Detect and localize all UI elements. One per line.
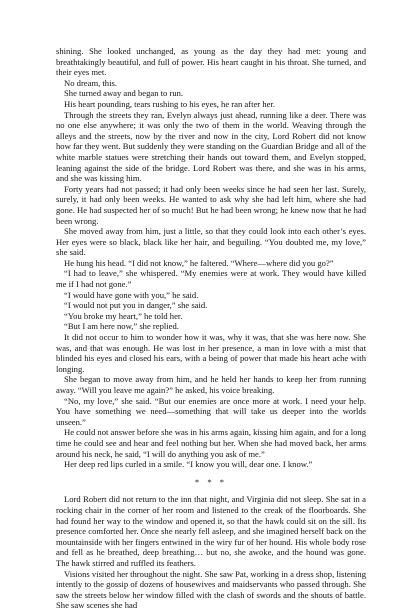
- paragraph: His heart pounding, tears rushing to his eyes, he ran after her.: [64, 98, 275, 109]
- paragraph: Visions visited her throughout the night. She saw Pat, working in a dress shop, listening intently to the gossip of dozens of housewives and maidservants who passed through. She saw the streets below her window filled with the clash of swords and the shouts of battle. She saw scenes she had: [56, 568, 366, 611]
- paragraph: It did not occur to him to wonder how it was, why it was, that she was here now. She was, and that was enough. He was lost in her presence, a man in love with a mist that blinded his eyes and closed his ears, with a being of power that made his heart ache with longing.: [56, 332, 366, 374]
- paragraph: He could not answer before she was in his arms again, kissing him again, and for a long time he could see and hear and feel nothing but her. When she had moved back, her arms around his neck, he said, “I will do anything you ask of me.”: [56, 427, 366, 459]
- paragraph: “You broke my heart,” he told her.: [64, 310, 183, 321]
- paragraph: shining. She looked unchanged, as young as the day they had met: young and breathtakingly beautiful, and full of power. His heart caught in his throat. She turned, and their eyes met.: [56, 46, 366, 78]
- paragraph: “I had to leave,” she whispered. “My enemies were at work. They would have killed me if I had not gone.”: [56, 268, 366, 290]
- paragraph: No dream, this.: [64, 77, 117, 88]
- paragraph: Lord Robert did not return to the inn that night, and Virginia did not sleep. She sat in a rocking chair in the corner of her room and listened to the creak of the floorboards. She had found her way to the window and opened it, so that the hawk could sit on the sill. Its presence comforted her. Once she nearly fell asleep, and she imagined herself back on the mountainside with her fingers entwined in the wiry fur of her hound. His whole body rose and fell as he breathed, deep breathing… but no, she awoke, and the hound was gone. The hawk stirred and ruffled its feathers.: [56, 494, 366, 568]
- paragraph: Forty years had not passed; it had only been weeks since he had seen her last. Surely, surely, it had only been weeks. He wanted to ask why she had left him, where she had gone. He had suspected her of so much! But he had been wrong; he knew now that he had been wrong.: [56, 183, 366, 226]
- paragraph: She began to move away from him, and he held her hands to keep her from running away. “Will you leave me again?” he asked, his voice breaking.: [56, 374, 366, 395]
- paragraph: He hung his head. “I did not know,” he faltered. “Where—where did you go?”: [64, 257, 334, 268]
- paragraph: She moved away from him, just a little, so that they could look into each other’s eyes. Her eyes were so black, black like her hair, and beguiling. “You doubted me, my love,” she said.: [56, 226, 366, 258]
- paragraph: Her deep red lips curled in a smile. “I know you will, dear one. I know.”: [64, 459, 313, 470]
- paragraph: “But I am here now,” she replied.: [64, 321, 179, 332]
- paragraph: She turned away and began to run.: [64, 88, 184, 99]
- text-block-after-break: [56, 494, 366, 611]
- scene-break: * * *: [194, 476, 228, 487]
- paragraph: “No, my love,” she said. “But our enemies are once more at work. I need your help. You have something we need—something that will take us deeper into the worlds unseen.”: [56, 395, 366, 427]
- paragraph: “I would have gone with you,” he said.: [64, 289, 199, 300]
- paragraph: Through the streets they ran, Evelyn always just ahead, running like a deer. There was no one else anywhere; it was only the two of them in the world. Weaving through the alleys and the streets, now by the river and now in the city, Lord Robert did not know how far they went. But suddenly they were standing on the Guardian Bridge and all of the white marble statues were stretching their hands out toward them, and Evelyn stopped, leaning against the side of the bridge. Lord Robert was there, and she was in his arms, and she was kissing him.: [56, 109, 366, 184]
- paragraph: “I would not put you in danger,” she said.: [64, 300, 208, 311]
- text-block-before-break: [56, 46, 366, 470]
